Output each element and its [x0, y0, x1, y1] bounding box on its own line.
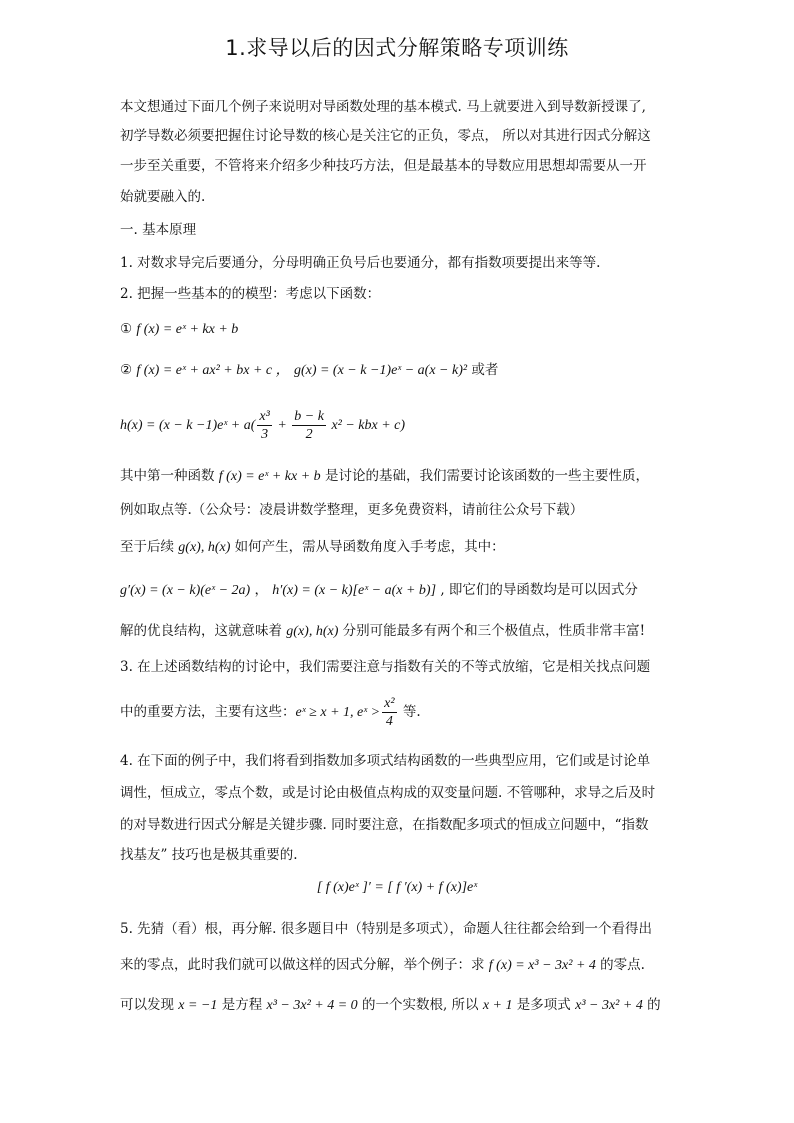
model-3-fraction-2-numerator: b − k: [294, 409, 324, 424]
model-2-or-text: 或者: [471, 362, 499, 378]
model-2-marker: ②: [120, 362, 133, 378]
model-3: [120, 405, 680, 445]
model-3-fraction-1-denominator: 3: [261, 427, 269, 442]
intro-line-1: 本文想通过下面几个例子来说明对导函数处理的基本模式. 马上就要进入到导数新授课了,: [120, 99, 646, 115]
principle-2: 2. 把握一些基本的的模型：考虑以下函数：: [120, 286, 381, 302]
principle-5-line-3-pre: 可以发现: [120, 997, 179, 1013]
principle-5-polynomial-formula: f (x) = x³ − 3x² + 4: [488, 958, 596, 973]
model-2-g-formula: g(x) = (x − k −1)eˣ − a(x − k)²: [293, 363, 468, 378]
principle-5-line-3-mid-3: 是多项式: [512, 997, 576, 1013]
centered-formula: [ f (x)eˣ ]′ = [ f ′(x) + f (x)]eˣ: [316, 880, 478, 895]
model-1-marker: ①: [120, 321, 133, 337]
model-1-formula: f (x) = eˣ + kx + b: [136, 322, 239, 337]
paragraph-follow-up: [120, 538, 680, 557]
inequality-fraction-numerator: x²: [384, 696, 395, 711]
paragraph-first-function: [120, 467, 680, 486]
paragraph-extreme-points: [120, 622, 680, 641]
factor-formula: x + 1: [482, 998, 513, 1013]
extreme-points-pre: 解的优良结构，这就意味着: [120, 623, 287, 639]
principle-4-line-4: 找基友” 技巧也是极其重要的.: [120, 847, 298, 863]
principle-4-line-1: 4. 在下面的例子中，我们将看到指数加多项式结构函数的一些典型应用，它们或是讨论单: [120, 753, 651, 769]
principle-5-line-3-post: 的: [642, 997, 661, 1013]
page-title: 1.求导以后的因式分解策略专项训练: [225, 36, 569, 60]
model-3-fraction-2-denominator: 2: [305, 427, 313, 442]
model-3-post: x² − kbx + c): [327, 418, 406, 433]
section-heading-basic-principle: 一. 基本原理: [120, 222, 197, 238]
inequality-formula: eˣ ≥ x + 1, eˣ >: [295, 705, 381, 720]
principle-4-line-2: 调性，恒成立，零点个数，或是讨论由极值点构成的双变量问题. 不管哪种，求导之后及时: [120, 785, 656, 801]
inequality-fraction: [382, 695, 396, 730]
principle-3-post: 等.: [398, 704, 421, 720]
model-2-f-formula: f (x) = eˣ + ax² + bx + c ，: [136, 363, 290, 378]
model-3-fraction-1-numerator: x³: [259, 409, 270, 424]
principle-3-line-2: [120, 692, 680, 732]
principle-5-line-3-mid-1: 是方程: [217, 997, 267, 1013]
principle-5-line-3-mid-2: 的一个实数根, 所以: [357, 997, 483, 1013]
intro-line-4: 始就要融入的.: [120, 189, 206, 205]
intro-line-3: 一步至关重要，不管将来介绍多少种技巧方法，但是最基本的导数应用思想却需要从一开: [120, 158, 647, 174]
principle-3-pre: 中的重要方法，主要有这些：: [120, 704, 296, 720]
paragraph-public-account-note: 例如取点等.（公众号：凌晨讲数学整理，更多免费资料，请前往公众号下载）: [120, 502, 584, 518]
intro-line-2: 初学导数必须要把握住讨论导数的核心是关注它的正负，零点， 所以对其进行因式分解这: [120, 128, 651, 144]
extreme-points-post: 分别可能最多有两个和三个极值点，性质非常丰富!: [338, 623, 646, 639]
paragraph-follow-up-pre: 至于后续: [120, 539, 179, 555]
paragraph-first-function-post: 是讨论的基础，我们需要讨论该函数的一些主要性质，: [320, 468, 649, 484]
principle-5-line-2: [120, 956, 680, 975]
paragraph-derivatives: [120, 581, 680, 600]
model-3-pre: h(x) = (x − k −1)eˣ + a(: [120, 418, 256, 433]
model-3-plus: +: [273, 418, 291, 433]
derivative-separator: ，: [250, 582, 273, 598]
principle-5-line-3: [120, 996, 680, 1015]
derivative-g-formula: g′(x) = (x − k)(eˣ − 2a): [120, 583, 251, 598]
principle-5-line-1: 5. 先猜（看）根，再分解. 很多题目中（特别是多项式），命题人往往都会给到一个看得出: [120, 921, 653, 937]
inequality-fraction-denominator: 4: [385, 714, 393, 729]
paragraph-follow-up-post: 如何产生，需从导函数角度入手考虑，其中：: [230, 539, 505, 555]
polynomial-formula: x³ − 3x² + 4: [575, 998, 643, 1013]
model-3-fraction-2: [292, 408, 326, 443]
principle-4-line-3: 的对导数进行因式分解是关键步骤. 同时要注意，在指数配多项式的恒成立问题中，“指数: [120, 817, 649, 833]
paragraph-follow-up-formula: g(x), h(x): [178, 540, 231, 555]
principle-3-line-1: 3. 在上述函数结构的讨论中，我们需要注意与指数有关的不等式放缩，它是相关找点问题: [120, 659, 651, 675]
extreme-points-formula: g(x), h(x): [286, 624, 339, 639]
equation-formula: x³ − 3x² + 4 = 0: [266, 998, 358, 1013]
model-1: [120, 320, 680, 339]
derivative-h-formula: h′(x) = (x − k)[eˣ − a(x + b)]: [272, 583, 437, 598]
principle-5-line-2-pre: 来的零点，此时我们就可以做这样的因式分解，举个例子：求: [120, 957, 489, 973]
principle-5-line-2-post: 的零点.: [595, 957, 645, 973]
model-2: [120, 361, 680, 380]
model-3-fraction-1: [257, 408, 271, 443]
derivative-post: , 即它们的导函数均是可以因式分: [436, 582, 638, 598]
paragraph-first-function-formula: f (x) = eˣ + kx + b: [218, 469, 321, 484]
paragraph-first-function-pre: 其中第一种函数: [120, 468, 219, 484]
principle-1: 1. 对数求导完后要通分，分母明确正负号后也要通分，都有指数项要提出来等等.: [120, 255, 601, 271]
root-formula: x = −1: [178, 998, 218, 1013]
